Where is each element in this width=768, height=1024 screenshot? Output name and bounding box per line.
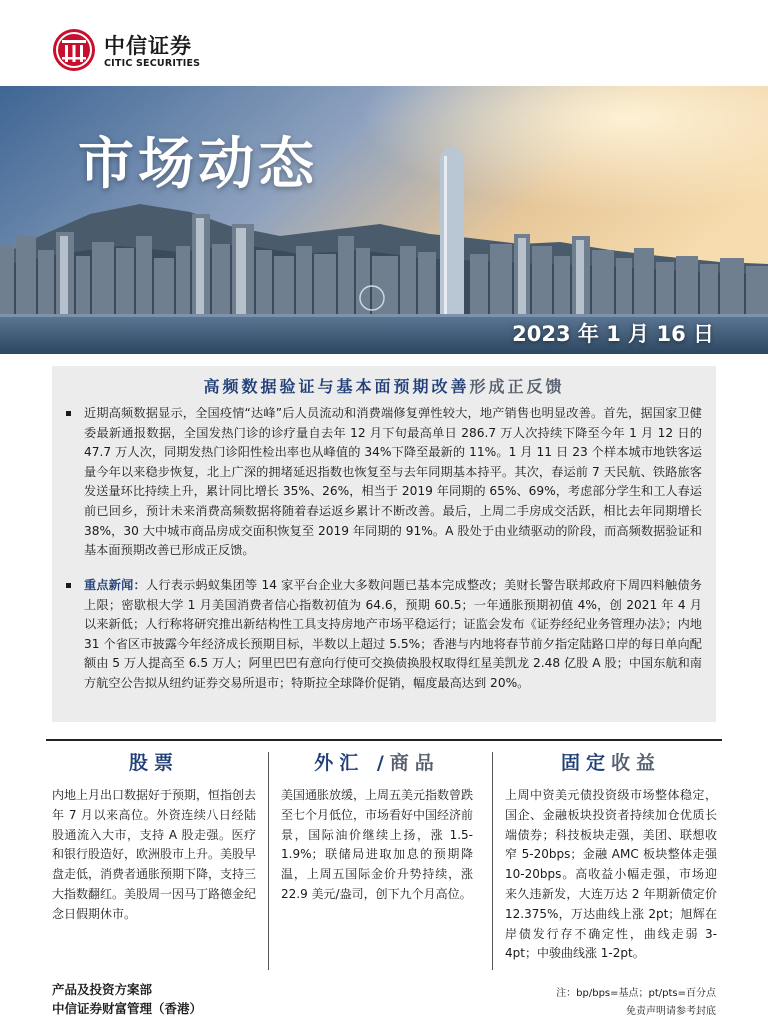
column-title: 股票 [128,752,179,774]
column-divider [492,752,493,970]
bullet-item [66,576,702,694]
key-news [84,576,702,694]
highlight-title-sub: 形成正反馈 [469,377,565,396]
logo-name-cn: 中信证券 [104,34,192,58]
column-equities [52,748,256,925]
footer-disclaimer: 免责声明请参考封底 [626,1006,716,1017]
highlight-box [52,366,716,722]
highlight-title [52,374,716,397]
section-divider [46,739,722,741]
key-news-label: 重点新闻： [84,578,146,592]
column-title: 固定收益 [560,752,662,774]
column-body: 美国通胀放缓，上周五美元指数曾跌至七个月低位，市场看好中国经济前景，国际油价继续上扬，涨 1.5-1.9%；联储局进取加息的预期降温，上周五国际金价升势持续，涨 22.9 美元/盎司，创下九个月高位。 [281,788,474,901]
bullet-item [66,404,702,561]
column-divider [268,752,269,970]
key-news-text: 人行表示蚂蚁集团等 14 家平台企业大多数问题已基本完成整改；美财长警告联邦政府下周四料触债务上限；密歇根大学 1 月美国消费者信心指数初值为 64.6，预期 60.5；一年通胀预期初值 4%，创 2021 年 4 月以来新低；人行称将研究推出新结构性工具支持房地产市场平稳运行；证监会发布《证券经纪业务管理办法》；内地 31 个省区市披露今年经济成长预期目标，半数以上超过 5.5%；香港与内地将春节前夕指定陆路口岸的每日单向配额由 5 万人提高至 6.5 万人；阿里巴巴有意向行使可交换债换股权取得红星美凯龙 2.48 亿股 A 股；中国东航和南方航空公告拟从纽约证券交易所退市；特斯拉全球降价促销，幅度最高达到 20%。 [84,578,702,690]
highlight-title-main: 高频数据验证与基本面预期改善 [203,377,470,396]
bullet-icon [66,583,71,588]
column-body: 上周中资美元债投资级市场整体稳定，国企、金融板块投资者持续加仓优质长端债券；科技板块走强，美团、联想收窄 5-20bps；金融 AMC 板块整体走强 10-20bps。高收益小幅走强，市场迎来久违新发，大连万达 2 年期新债定价 12.375%，万达曲线上涨 2pt；旭辉在岸债发行存不确定性，曲线走弱 3-4pt；中骏曲线涨 1-2pt。 [505,788,717,961]
footer-note: 注：bp/bps=基点；pt/pts=百分点 [556,988,716,999]
column-title: 外汇 /商品 [314,752,440,774]
report-date: 2023 年 1 月 16 日 [512,322,714,346]
column-fx-commodities [281,748,473,905]
footer-department [52,980,202,1018]
banner-title: 市场动态 [78,132,318,197]
citic-emblem-icon [52,28,96,72]
bullet-icon [66,411,71,416]
footer-company: 中信证券财富管理（香港） [52,1001,203,1016]
highlight-paragraph: 近期高频数据显示，全国疫情“达峰”后人员流动和消费端修复弹性较大，地产销售也明显改善。首先，据国家卫健委最新通报数据，全国发热门诊的诊疗量自去年 12 月下旬最高单日 286.7 万人次持续下降至今年 1 月 12 日的 47.7 万人次，同期发热门诊阳性检出率也从峰值的 34%下降至最新的 11%。1 月 11 日 23 个样本城市地铁客运量今年以来稳步恢复，北上广深的拥堵延迟指数也恢复至与去年同期基本持平。其次，春运前 7 天民航、铁路旅客发送量环比持续上升，累计同比增长 35%、26%，相当于 2019 年同期的 65%、69%，考虑部分学生和工人春运前已回乡，预计未来消费高频数据将随着春运返乡累计不断改善。最后，上周二手房成交活跃，相比去年同期增长 38%，30 大中城市商品房成交面积恢复至 2019 年同期的 91%。A 股处于由业绩驱动的阶段，而高频数据验证和基本面预期改善已形成正反馈。 [84,406,702,558]
column-fixed-income [505,748,717,964]
logo-name-en: CITIC SECURITIES [104,58,201,69]
logo [52,28,232,74]
footer-dept: 产品及投资方案部 [52,982,153,997]
column-body: 内地上月出口数据好于预期，恒指创去年 7 月以来高位。外资连续八日经陆股通流入大市，支持 A 股走强。医疗和银行股造好，欧洲股市上升。美股早盘走低，消费者通胀预期下降，支持三大指数翻红。美股周一因马丁路德金纪念日假期休市。 [52,788,257,921]
banner [0,86,768,354]
